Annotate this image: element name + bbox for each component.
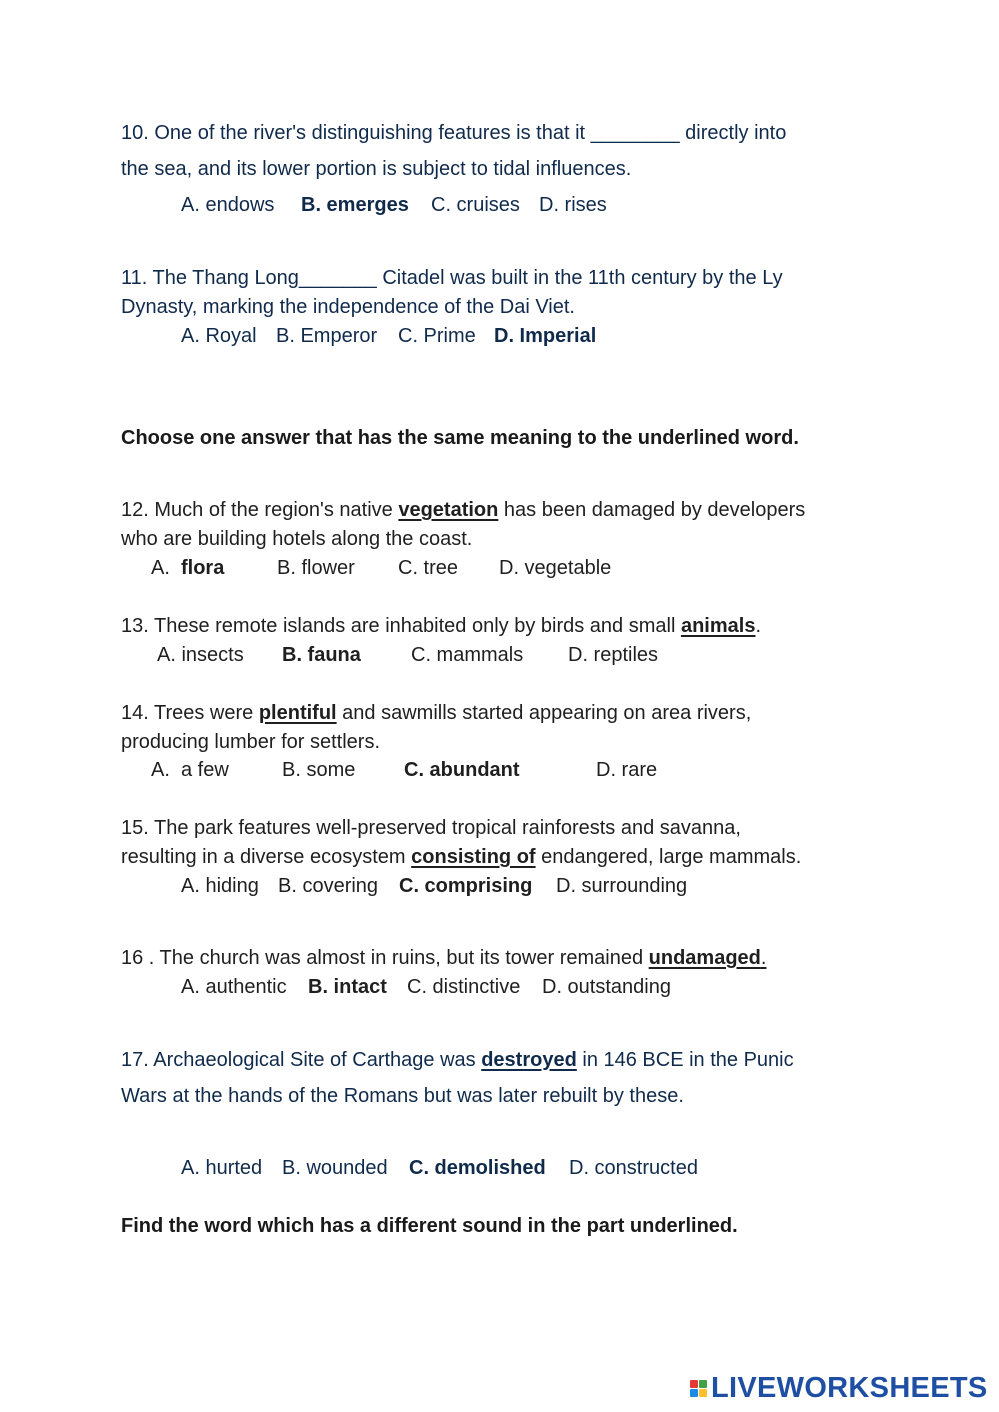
q17-option-a[interactable]: A. hurted: [181, 1157, 263, 1179]
q12-text-pre: 12. Much of the region's native: [121, 499, 399, 521]
q11-option-c[interactable]: C. Prime: [398, 325, 476, 347]
q13-option-d[interactable]: D. reptiles: [568, 644, 659, 666]
q16-option-b[interactable]: B. intact: [308, 976, 387, 998]
q15-option-a[interactable]: A. hiding: [181, 875, 259, 897]
q12-line-1: [121, 499, 805, 522]
q15-option-c[interactable]: C. comprising: [399, 875, 533, 897]
q15-line-2: [121, 846, 801, 869]
q13-option-c[interactable]: C. mammals: [411, 644, 524, 666]
q14-underlined-word: plentiful: [258, 702, 337, 724]
q14-option-d[interactable]: D. rare: [596, 759, 658, 781]
q13-option-b[interactable]: B. fauna: [282, 644, 361, 666]
q10-option-d[interactable]: D. rises: [539, 194, 607, 216]
q11-option-a[interactable]: A. Royal: [181, 325, 257, 347]
q16-option-a[interactable]: A. authentic: [181, 976, 287, 998]
q14-option-a[interactable]: a few: [181, 759, 229, 781]
q12-underlined-word: vegetation: [398, 499, 499, 521]
q14-option-a-letter[interactable]: A.: [151, 759, 170, 781]
q10-option-b[interactable]: B. emerges: [301, 194, 409, 216]
q13-text-post: .: [755, 615, 761, 637]
logo-blocks-icon: [690, 1380, 707, 1397]
q15-text-pre: resulting in a diverse ecosystem: [121, 846, 412, 868]
q10-line-2: the sea, and its lower portion is subject to tidal influences.: [121, 158, 632, 180]
q14-line-2: producing lumber for settlers.: [121, 731, 381, 753]
logo-block-icon: [699, 1380, 707, 1388]
q12-line-2: who are building hotels along the coast.: [121, 528, 473, 550]
q15-underlined-word: consisting of: [411, 846, 536, 868]
q12-option-a[interactable]: flora: [181, 557, 225, 579]
logo-text: LIVEWORKSHEETS: [711, 1372, 988, 1404]
q16-option-c[interactable]: C. distinctive: [407, 976, 521, 998]
q12-option-a-letter[interactable]: A.: [151, 557, 170, 579]
q13-option-a[interactable]: A. insects: [157, 644, 244, 666]
q17-option-b[interactable]: B. wounded: [282, 1157, 388, 1179]
q17-text-post: in 146 BCE in the Punic: [576, 1049, 794, 1071]
q10-line-1: 10. One of the river's distinguishing features is that it ________ directly into: [121, 122, 787, 144]
q11-option-b[interactable]: B. Emperor: [276, 325, 378, 347]
q14-option-c[interactable]: C. abundant: [404, 759, 520, 781]
q15-option-d[interactable]: D. surrounding: [556, 875, 688, 897]
q17-option-d[interactable]: D. constructed: [569, 1157, 698, 1179]
q16-option-d[interactable]: D. outstanding: [542, 976, 671, 998]
q14-text-pre: 14. Trees were: [121, 702, 259, 724]
q12-option-c[interactable]: C. tree: [398, 557, 459, 579]
logo-block-icon: [690, 1380, 698, 1388]
logo-block-icon: [699, 1389, 707, 1397]
q16-underlined-word: undamaged: [648, 947, 761, 969]
q11-line-2: Dynasty, marking the independence of the Dai Viet.: [121, 296, 575, 318]
instruction-pronunciation: Find the word which has a different sound in the part underlined.: [121, 1215, 738, 1237]
q16-text-post: .: [760, 947, 767, 969]
q11-line-1: 11. The Thang Long_______ Citadel was built in the 11th century by the Ly: [121, 267, 783, 289]
instruction-synonyms: Choose one answer that has the same meaning to the underlined word.: [121, 427, 799, 449]
q13-text-pre: 13. These remote islands are inhabited only by birds and small: [121, 615, 681, 637]
liveworksheets-logo: [690, 1372, 988, 1405]
q15-option-b[interactable]: B. covering: [278, 875, 379, 897]
q12-option-b[interactable]: B. flower: [277, 557, 355, 579]
q14-option-b[interactable]: B. some: [282, 759, 356, 781]
q13-line-1: [121, 615, 761, 638]
q11-option-d[interactable]: D. Imperial: [494, 325, 597, 347]
q17-text-pre: 17. Archaeological Site of Carthage was: [121, 1049, 482, 1071]
q16-line-1: [121, 947, 766, 970]
q17-underlined-word: destroyed: [481, 1049, 577, 1071]
q10-option-a[interactable]: A. endows: [181, 194, 275, 216]
q12-text-post: has been damaged by developers: [498, 499, 806, 521]
q17-option-c[interactable]: C. demolished: [409, 1157, 546, 1179]
q14-text-post: and sawmills started appearing on area rivers,: [336, 702, 752, 724]
q15-line-1: 15. The park features well-preserved tropical rainforests and savanna,: [121, 817, 741, 839]
q16-text-pre: 16 . The church was almost in ruins, but its tower remained: [121, 947, 649, 969]
q12-option-d[interactable]: D. vegetable: [499, 557, 612, 579]
logo-block-icon: [690, 1389, 698, 1397]
q15-text-post: endangered, large mammals.: [535, 846, 802, 868]
q17-line-1: [121, 1049, 794, 1072]
q14-line-1: [121, 702, 751, 725]
q17-line-2: Wars at the hands of the Romans but was later rebuilt by these.: [121, 1085, 684, 1107]
q13-underlined-word: animals: [680, 615, 756, 637]
q10-option-c[interactable]: C. cruises: [431, 194, 520, 216]
